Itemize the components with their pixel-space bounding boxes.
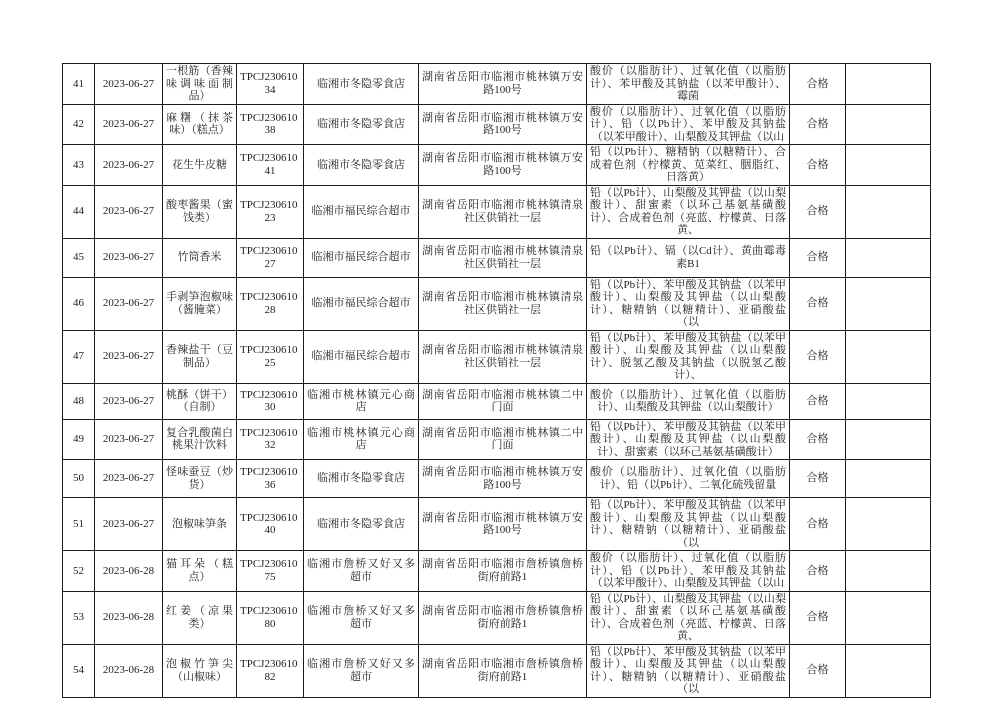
row-number-cell: 41 — [63, 64, 95, 105]
row-number-cell: 49 — [63, 419, 95, 460]
remark-cell — [846, 383, 931, 419]
table-row — [63, 551, 931, 592]
table-row — [63, 277, 931, 330]
sample-date-cell: 2023-06-27 — [95, 419, 163, 460]
remark-cell — [846, 419, 931, 460]
row-number-cell: 48 — [63, 383, 95, 419]
table-row — [63, 460, 931, 498]
test-items-cell: 铅（以Pb计）、苯甲酸及其钠盐（以苯甲酸计）、山梨酸及其钾盐（以山梨酸计）、糖精钠（以糖精计）、亚硝酸盐（以 — [587, 277, 790, 330]
address-cell: 湖南省岳阳市临湘市桃林镇万安路100号 — [419, 460, 587, 498]
row-number-cell: 46 — [63, 277, 95, 330]
remark-cell — [846, 330, 931, 383]
product-name-cell: 红姜（凉果类） — [163, 591, 237, 644]
address-cell: 湖南省岳阳市临湘市桃林镇二中门面 — [419, 383, 587, 419]
sample-code-cell: TPCJ23061027 — [237, 238, 304, 277]
result-cell: 合格 — [790, 591, 846, 644]
remark-cell — [846, 185, 931, 238]
address-cell: 湖南省岳阳市临湘市桃林镇清泉社区供销社一层 — [419, 277, 587, 330]
sample-code-cell: TPCJ23061082 — [237, 644, 304, 697]
result-cell: 合格 — [790, 551, 846, 592]
table-row — [63, 145, 931, 186]
remark-cell — [846, 238, 931, 277]
result-cell: 合格 — [790, 383, 846, 419]
store-name-cell: 临湘市福民综合超市 — [304, 277, 419, 330]
remark-cell — [846, 145, 931, 186]
store-name-cell: 临湘市冬隐零食店 — [304, 64, 419, 105]
sample-code-cell: TPCJ23061025 — [237, 330, 304, 383]
address-cell: 湖南省岳阳市临湘市桃林镇二中门面 — [419, 419, 587, 460]
sample-date-cell: 2023-06-28 — [95, 551, 163, 592]
sample-date-cell: 2023-06-27 — [95, 330, 163, 383]
test-items-cell: 铅（以Pb计）、糖精钠（以糖精计）、合成着色剂（柠檬黄、苋菜红、胭脂红、日落黄） — [587, 145, 790, 186]
sample-code-cell: TPCJ23061032 — [237, 419, 304, 460]
table-row — [63, 644, 931, 697]
sample-code-cell: TPCJ23061040 — [237, 498, 304, 551]
inspection-table-body — [63, 64, 931, 698]
remark-cell — [846, 644, 931, 697]
product-name-cell: 怪味蚕豆（炒货） — [163, 460, 237, 498]
table-row — [63, 591, 931, 644]
test-items-cell: 铅（以Pb计）、镉（以Cd计）、黄曲霉毒素B1 — [587, 238, 790, 277]
address-cell: 湖南省岳阳市临湘市桃林镇清泉社区供销社一层 — [419, 238, 587, 277]
sample-date-cell: 2023-06-27 — [95, 460, 163, 498]
product-name-cell: 复合乳酸菌白桃果汁饮料 — [163, 419, 237, 460]
store-name-cell: 临湘市冬隐零食店 — [304, 104, 419, 145]
table-row — [63, 238, 931, 277]
test-items-cell: 铅（以Pb计）、苯甲酸及其钠盐（以苯甲酸计）、山梨酸及其钾盐（以山梨酸计）、糖精钠（以糖精计）、亚硝酸盐（以 — [587, 498, 790, 551]
sample-date-cell: 2023-06-27 — [95, 185, 163, 238]
product-name-cell: 香辣盐干（豆制品） — [163, 330, 237, 383]
sample-code-cell: TPCJ23061075 — [237, 551, 304, 592]
store-name-cell: 临湘市冬隐零食店 — [304, 460, 419, 498]
address-cell: 湖南省岳阳市临湘市桃林镇万安路100号 — [419, 104, 587, 145]
remark-cell — [846, 551, 931, 592]
test-items-cell: 酸价（以脂肪计）、过氧化值（以脂肪计）、铅（以Pb计）、二氧化硫残留量 — [587, 460, 790, 498]
address-cell: 湖南省岳阳市临湘市桃林镇清泉社区供销社一层 — [419, 330, 587, 383]
store-name-cell: 临湘市冬隐零食店 — [304, 145, 419, 186]
address-cell: 湖南省岳阳市临湘市桃林镇万安路100号 — [419, 498, 587, 551]
sample-code-cell: TPCJ23061041 — [237, 145, 304, 186]
table-row — [63, 104, 931, 145]
product-name-cell: 手剥笋泡椒味（酱腌菜） — [163, 277, 237, 330]
store-name-cell: 临湘市桃林镇元心商店 — [304, 383, 419, 419]
row-number-cell: 52 — [63, 551, 95, 592]
row-number-cell: 43 — [63, 145, 95, 186]
address-cell: 湖南省岳阳市临湘市詹桥镇詹桥街府前路1 — [419, 591, 587, 644]
store-name-cell: 临湘市福民综合超市 — [304, 185, 419, 238]
product-name-cell: 桃酥（饼干）（自制） — [163, 383, 237, 419]
product-name-cell: 一根筋（香辣味调味面制品） — [163, 64, 237, 105]
row-number-cell: 53 — [63, 591, 95, 644]
address-cell: 湖南省岳阳市临湘市桃林镇万安路100号 — [419, 64, 587, 105]
store-name-cell: 临湘市冬隐零食店 — [304, 498, 419, 551]
result-cell: 合格 — [790, 185, 846, 238]
remark-cell — [846, 460, 931, 498]
store-name-cell: 临湘市詹桥又好又多超市 — [304, 644, 419, 697]
product-name-cell: 泡椒竹笋尖（山椒味） — [163, 644, 237, 697]
result-cell: 合格 — [790, 460, 846, 498]
sample-code-cell: TPCJ23061038 — [237, 104, 304, 145]
row-number-cell: 44 — [63, 185, 95, 238]
product-name-cell: 花生牛皮糖 — [163, 145, 237, 186]
remark-cell — [846, 498, 931, 551]
result-cell: 合格 — [790, 277, 846, 330]
product-name-cell: 竹筒香米 — [163, 238, 237, 277]
test-items-cell: 铅（以Pb计）、山梨酸及其钾盐（以山梨酸计）、甜蜜素（以环己基氨基磺酸计）、合成着色剂（亮蓝、柠檬黄、日落黄、 — [587, 591, 790, 644]
test-items-cell: 铅（以Pb计）、苯甲酸及其钠盐（以苯甲酸计）、山梨酸及其钾盐（以山梨酸计）、糖精钠（以糖精计）、亚硝酸盐（以 — [587, 644, 790, 697]
sample-code-cell: TPCJ23061028 — [237, 277, 304, 330]
product-name-cell: 猫耳朵（糕点） — [163, 551, 237, 592]
store-name-cell: 临湘市詹桥又好又多超市 — [304, 591, 419, 644]
sample-date-cell: 2023-06-27 — [95, 383, 163, 419]
store-name-cell: 临湘市福民综合超市 — [304, 238, 419, 277]
remark-cell — [846, 104, 931, 145]
sample-date-cell: 2023-06-28 — [95, 591, 163, 644]
test-items-cell: 酸价（以脂肪计）、过氧化值（以脂肪计）、铅（以Pb计）、苯甲酸及其钠盐（以苯甲酸计）、山梨酸及其钾盐（以山 — [587, 551, 790, 592]
inspection-table — [62, 63, 931, 698]
test-items-cell: 铅（以Pb计）、山梨酸及其钾盐（以山梨酸计）、甜蜜素（以环己基氨基磺酸计）、合成着色剂（亮蓝、柠檬黄、日落黄、 — [587, 185, 790, 238]
row-number-cell: 50 — [63, 460, 95, 498]
sample-date-cell: 2023-06-28 — [95, 644, 163, 697]
table-row — [63, 498, 931, 551]
sample-date-cell: 2023-06-27 — [95, 498, 163, 551]
address-cell: 湖南省岳阳市临湘市桃林镇万安路100号 — [419, 145, 587, 186]
row-number-cell: 51 — [63, 498, 95, 551]
result-cell: 合格 — [790, 238, 846, 277]
test-items-cell: 酸价（以脂肪计）、过氧化值（以脂肪计）、山梨酸及其钾盐（以山梨酸计） — [587, 383, 790, 419]
result-cell: 合格 — [790, 64, 846, 105]
store-name-cell: 临湘市桃林镇元心商店 — [304, 419, 419, 460]
sample-date-cell: 2023-06-27 — [95, 277, 163, 330]
sample-code-cell: TPCJ23061034 — [237, 64, 304, 105]
product-name-cell: 麻糬（抹茶味）（糕点） — [163, 104, 237, 145]
sample-code-cell: TPCJ23061030 — [237, 383, 304, 419]
remark-cell — [846, 277, 931, 330]
store-name-cell: 临湘市詹桥又好又多超市 — [304, 551, 419, 592]
sample-date-cell: 2023-06-27 — [95, 238, 163, 277]
result-cell: 合格 — [790, 419, 846, 460]
test-items-cell: 铅（以Pb计）、苯甲酸及其钠盐（以苯甲酸计）、山梨酸及其钾盐（以山梨酸计）、甜蜜素（以环己基氨基磺酸计） — [587, 419, 790, 460]
table-row — [63, 185, 931, 238]
address-cell: 湖南省岳阳市临湘市桃林镇清泉社区供销社一层 — [419, 185, 587, 238]
table-row — [63, 330, 931, 383]
row-number-cell: 47 — [63, 330, 95, 383]
product-name-cell: 酸枣酱果（蜜饯类） — [163, 185, 237, 238]
result-cell: 合格 — [790, 104, 846, 145]
remark-cell — [846, 591, 931, 644]
sample-date-cell: 2023-06-27 — [95, 64, 163, 105]
test-items-cell: 酸价（以脂肪计）、过氧化值（以脂肪计）、铅（以Pb计）、苯甲酸及其钠盐（以苯甲酸计）、山梨酸及其钾盐（以山 — [587, 104, 790, 145]
row-number-cell: 54 — [63, 644, 95, 697]
row-number-cell: 42 — [63, 104, 95, 145]
sample-date-cell: 2023-06-27 — [95, 145, 163, 186]
result-cell: 合格 — [790, 330, 846, 383]
table-row — [63, 64, 931, 105]
test-items-cell: 铅（以Pb计）、苯甲酸及其钠盐（以苯甲酸计）、山梨酸及其钾盐（以山梨酸计）、脱氢乙酸及其钠盐（以脱氢乙酸计）、 — [587, 330, 790, 383]
sample-code-cell: TPCJ23061080 — [237, 591, 304, 644]
result-cell: 合格 — [790, 498, 846, 551]
address-cell: 湖南省岳阳市临湘市詹桥镇詹桥街府前路1 — [419, 644, 587, 697]
sample-code-cell: TPCJ23061023 — [237, 185, 304, 238]
test-items-cell: 酸价（以脂肪计）、过氧化值（以脂肪计）、苯甲酸及其钠盐（以苯甲酸计）、霉菌 — [587, 64, 790, 105]
address-cell: 湖南省岳阳市临湘市詹桥镇詹桥街府前路1 — [419, 551, 587, 592]
product-name-cell: 泡椒味笋条 — [163, 498, 237, 551]
table-row — [63, 383, 931, 419]
row-number-cell: 45 — [63, 238, 95, 277]
table-row — [63, 419, 931, 460]
sample-date-cell: 2023-06-27 — [95, 104, 163, 145]
sample-code-cell: TPCJ23061036 — [237, 460, 304, 498]
remark-cell — [846, 64, 931, 105]
store-name-cell: 临湘市福民综合超市 — [304, 330, 419, 383]
result-cell: 合格 — [790, 644, 846, 697]
result-cell: 合格 — [790, 145, 846, 186]
